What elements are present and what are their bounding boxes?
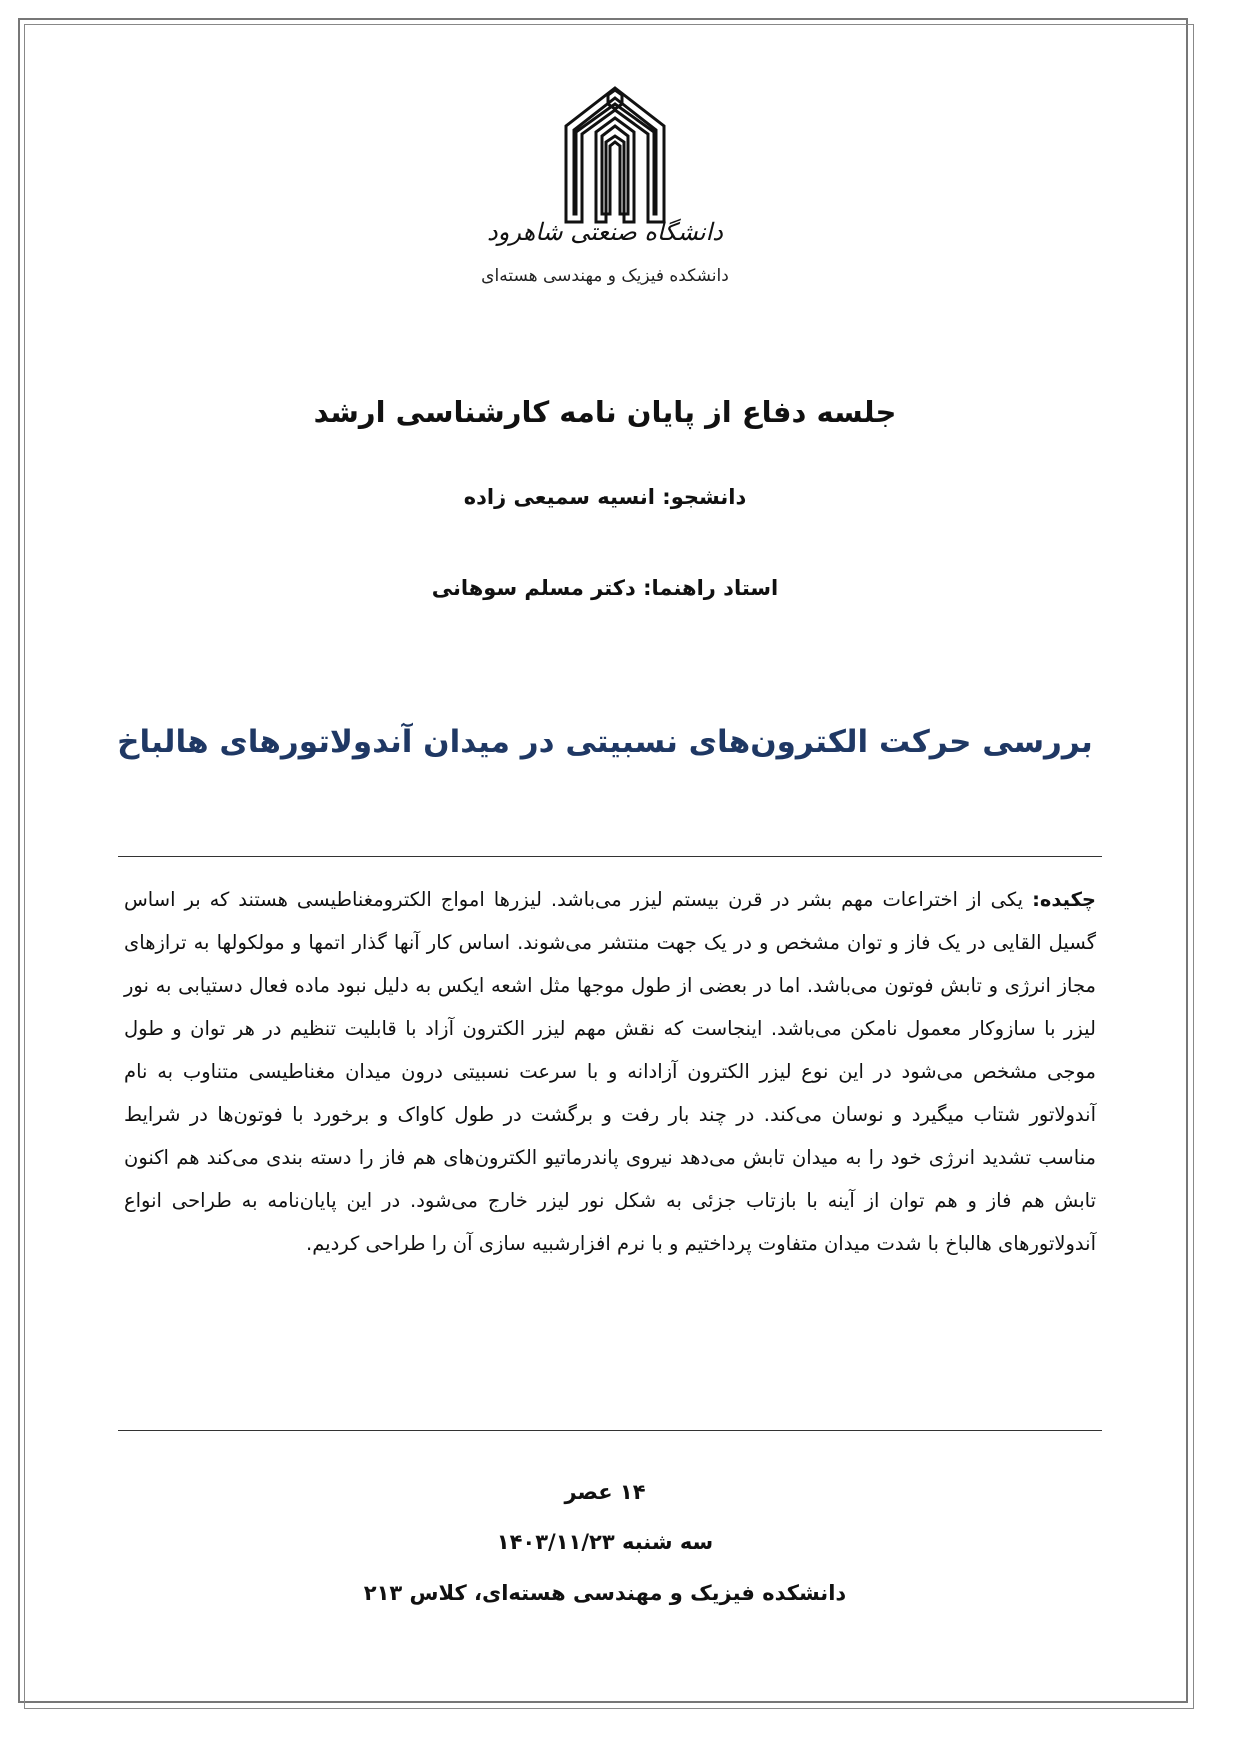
abstract-text: یکی از اختراعات مهم بشر در قرن بیستم لیزر می‌باشد. لیزرها امواج الکترومغناطیسی هستند که بر اساس گسیل القایی در یک فاز و توان مشخص و در یک جهت منتشر می‌شوند. اساس کار آنها گذار اتمها و مولکولها به ترازهای مجاز انرژی و تابش فوتون می‌باشد. اما در بعضی از طول موجها مثل اشعه ایکس به دلیل نبود ماده فعال دستیابی به نور لیزر با سازوکار معمول نامکن می‌باشد. اینجاست که نقش مهم لیزر الکترون آزاد با قابلیت تنظیم در هر توان و طول موجی مشخص می‌شود در این نوع لیزر الکترون آزادانه و با سرعت نسبیتی درون میدان مغناطیسی متناوب به نام آندولاتور شتاب میگیرد و نوسان می‌کند. در چند بار رفت و برگشت در طول کاواک و برخورد با فوتون‌ها در شرایط مناسب تشدید انرژی خود را به میدان تابش می‌دهد نیروی پاندرماتیو الکترون‌های هم فاز را دسته بندی می‌کند هم اکنون تابش هم فاز و هم توان از آینه با بازتاب جزئی به شکل نور لیزر خارج می‌شود. در این پایان‌نامه به طراحی انواع آندولاتورهای هالباخ با شدت میدان متفاوت پرداختیم و با نرم افزارشبیه سازی آن را طراحی کردیم. [124,888,1096,1255]
session-venue: دانشکده فیزیک و مهندسی هسته‌ای، کلاس ۲۱۳ [363,1581,847,1605]
divider-top [118,856,1102,857]
session-date: سه شنبه ۱۴۰۳/۱۱/۲۳ [496,1530,714,1554]
university-logo [560,82,670,230]
advisor-name: استاد راهنما: دکتر مسلم سوهانی [431,576,779,600]
abstract-label: چکیده: [1032,888,1096,911]
session-time: ۱۴ عصر [564,1480,646,1504]
abstract [124,878,1096,1265]
page-title: جلسه دفاع از پایان نامه کارشناسی ارشد [313,395,897,429]
divider-bottom [118,1430,1102,1431]
faculty-name: دانشکده فیزیک و مهندسی هسته‌ای [481,266,729,286]
student-name: دانشجو: انسیه سمیعی زاده [463,485,747,509]
university-name-logotype: دانشگاه صنعتی شاهرود [487,218,723,246]
thesis-title: بررسی حرکت الکترون‌های نسبیتی در میدان آندولاتورهای هالباخ [117,724,1093,760]
